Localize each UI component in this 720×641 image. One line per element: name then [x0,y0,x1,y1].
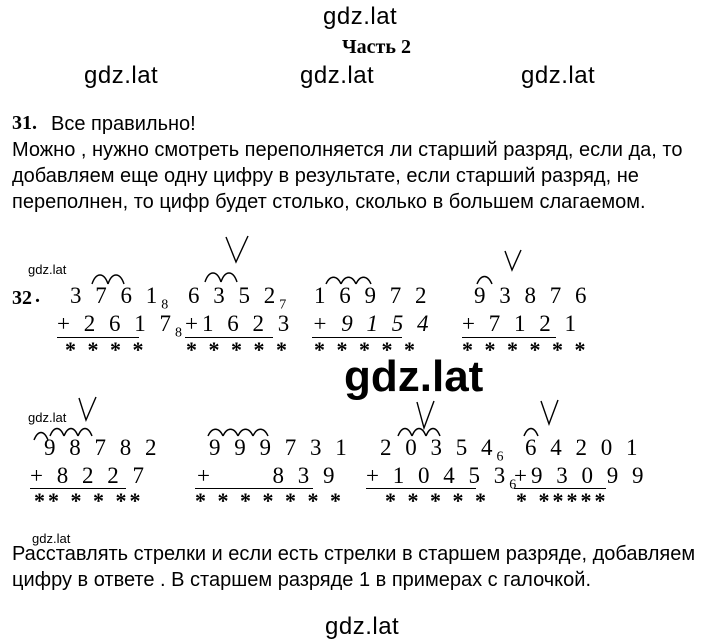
watermark-small-2: gdz.lat [28,410,67,425]
example-5-bottom: + 8 2 2 7 [30,463,148,488]
checkmark-icon [541,400,558,424]
checkmark-icon [226,236,248,262]
carry-arrow-icon [524,429,538,437]
watermark-bottom: gdz.lat [325,613,400,640]
carry-arrow-icon [108,275,124,284]
carry-arrow-icon [78,429,92,437]
example-1-stars: * * * * [65,337,147,362]
carry-arrow-icon [426,429,440,437]
watermark-small-1: gdz.lat [28,262,67,277]
carry-arrow-icon [356,277,371,284]
task31-number: 31. [12,112,37,134]
carry-arrow-icon [92,275,108,284]
carry-arrow-icon [64,429,78,437]
example-2-stars: * * * * * [186,337,290,362]
example-8-top: 6 4 2 0 1 [525,435,642,460]
watermark-center: gdz.lat [300,62,375,89]
carry-arrow-icon [326,277,341,284]
task31-line-1: Можно , нужно смотреть переполняется ли старший разряд, если да, то [12,139,683,161]
conclusion-line-1: Расставлять стрелки и если есть стрелки в старшем разряде, добавляем [12,543,696,565]
example-4-stars: * * * * * * [462,337,589,362]
example-7-stars: * * * * * [385,488,489,513]
example-1-top: 3 7 6 $1_8$ [70,283,169,313]
carry-arrow-icon [398,429,412,437]
task31-heading: Все правильно! [51,113,196,135]
task31-line-3: переполнен, то цифр будет столько, сколько в большем слагаемом. [12,191,646,213]
watermark-small-3: gdz.lat [32,531,71,546]
conclusion-line-2: цифру в ответе . В старшем разряде 1 в примерах с галочкой. [12,569,591,591]
example-4-top: 9 3 8 7 6 [474,283,591,308]
example-4-bottom: + 7 1 2 1 [462,311,580,336]
watermark-left: gdz.lat [84,62,159,89]
example-1-bottom: + 2 6 1 $7_8$ [57,311,182,341]
example-2-top: 6 3 5 $2_7$ [188,283,287,313]
example-6-bottom: + 8 3 9 [197,463,339,488]
watermark-right: gdz.lat [521,62,596,89]
carry-arrow-icon [253,429,268,436]
example-3-stars: * * * * * [314,337,418,362]
task32-dot: . [35,285,40,307]
part-title: Часть 2 [342,36,411,58]
carry-arrow-icon [221,273,237,282]
example-3-bottom: + 9 1 5 4 [312,311,433,336]
carry-arrow-icon [205,273,221,282]
carry-arrow-icon [208,429,223,436]
example-7-bottom: + 1 0 4 5 $3_6$ [366,463,517,493]
example-3-top: 1 6 9 7 2 [314,283,431,308]
example-6-top: 9 9 9 7 3 1 [209,435,351,460]
task31-line-2: добавляем еще одну цифру в результате, если старший разряд, не [12,165,639,187]
checkmark-icon [417,401,434,428]
example-5-top: 9 8 7 8 2 [44,435,161,460]
example-7-top: 2 0 3 5 $4_6$ [380,435,504,465]
carry-arrow-icon [223,429,238,436]
task32-number: 32 [12,287,32,309]
watermark-big: gdz.lat [344,352,484,401]
carry-arrow-icon [34,433,48,441]
example-5-stars: ** * * ** [34,488,144,513]
carry-arrow-icon [477,277,492,285]
carry-arrow-icon [238,429,253,436]
checkmark-icon [79,397,96,420]
carry-arrow-icon [50,429,64,437]
example-8-stars: * ***** [516,488,609,513]
watermark-top: gdz.lat [323,3,398,30]
example-6-stars: * * * * * * * [195,488,344,513]
checkmark-icon [505,250,521,270]
example-2-bottom: +1 6 2 3 [185,311,294,336]
example-8-bottom: +9 3 0 9 9 [514,463,648,488]
carry-arrow-icon [341,277,356,284]
